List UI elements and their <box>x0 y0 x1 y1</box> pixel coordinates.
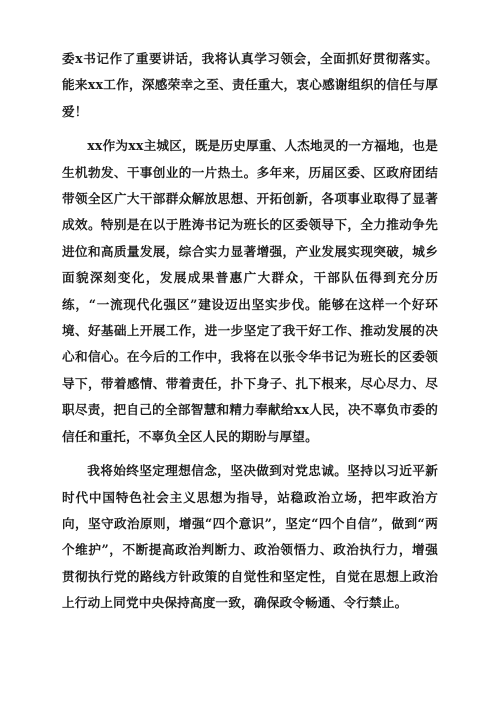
paragraph-district-intro: xx作为xx主城区，既是历史厚重、人杰地灵的一方福地，也是生机勃发、干事创业的一片热土。多年来，历届区委、区政府团结带领全区广大干部群众解放思想、开拓创新，各项事业取得了显著成效。特别是在以于胜涛书记为班长的区委领导下，全力推动争先进位和高质量发展，综合实力显著增强，产业发展实现突破，城乡面貌深刻变化，发展成果普惠广大群众，干部队伍得到充分历练，“一流现代化强区”建设迈出坚实步伐。能够在这样一个好环境、好基础上开展工作，进一步坚定了我干好工作、推动发展的决心和信心。在今后的工作中，我将在以张令华书记为班长的区委领导下，带着感情、带着责任，扑下身子、扎下根来，尽心尽力、尽职尽责，把自己的全部智慧和精力奉献给xx人民，决不辜负市委的信任和重托，不辜负全区人民的期盼与厚望。 <box>62 138 438 444</box>
paragraph-political-loyalty: 我将始终坚定理想信念，坚决做到对党忠诚。坚持以习近平新时代中国特色社会主义思想为指导，站稳政治立场，把牢政治方向，坚守政治原则，增强“四个意识”，坚定“四个自信”，做到“两个维护”，不断提高政治判断力、政治领悟力、政治执行力，增强贯彻执行党的路线方针政策的自觉性和坚定性，自觉在思想上政治上行动上同党中央保持高度一致，确保政令畅通、令行禁止。 <box>62 463 438 611</box>
document-body <box>62 46 438 617</box>
paragraph-continuation: 委x书记作了重要讲话，我将认真学习领会，全面抓好贯彻落实。能来xx工作，深感荣幸之至、责任重大，衷心感谢组织的信任与厚爱！ <box>62 51 438 119</box>
